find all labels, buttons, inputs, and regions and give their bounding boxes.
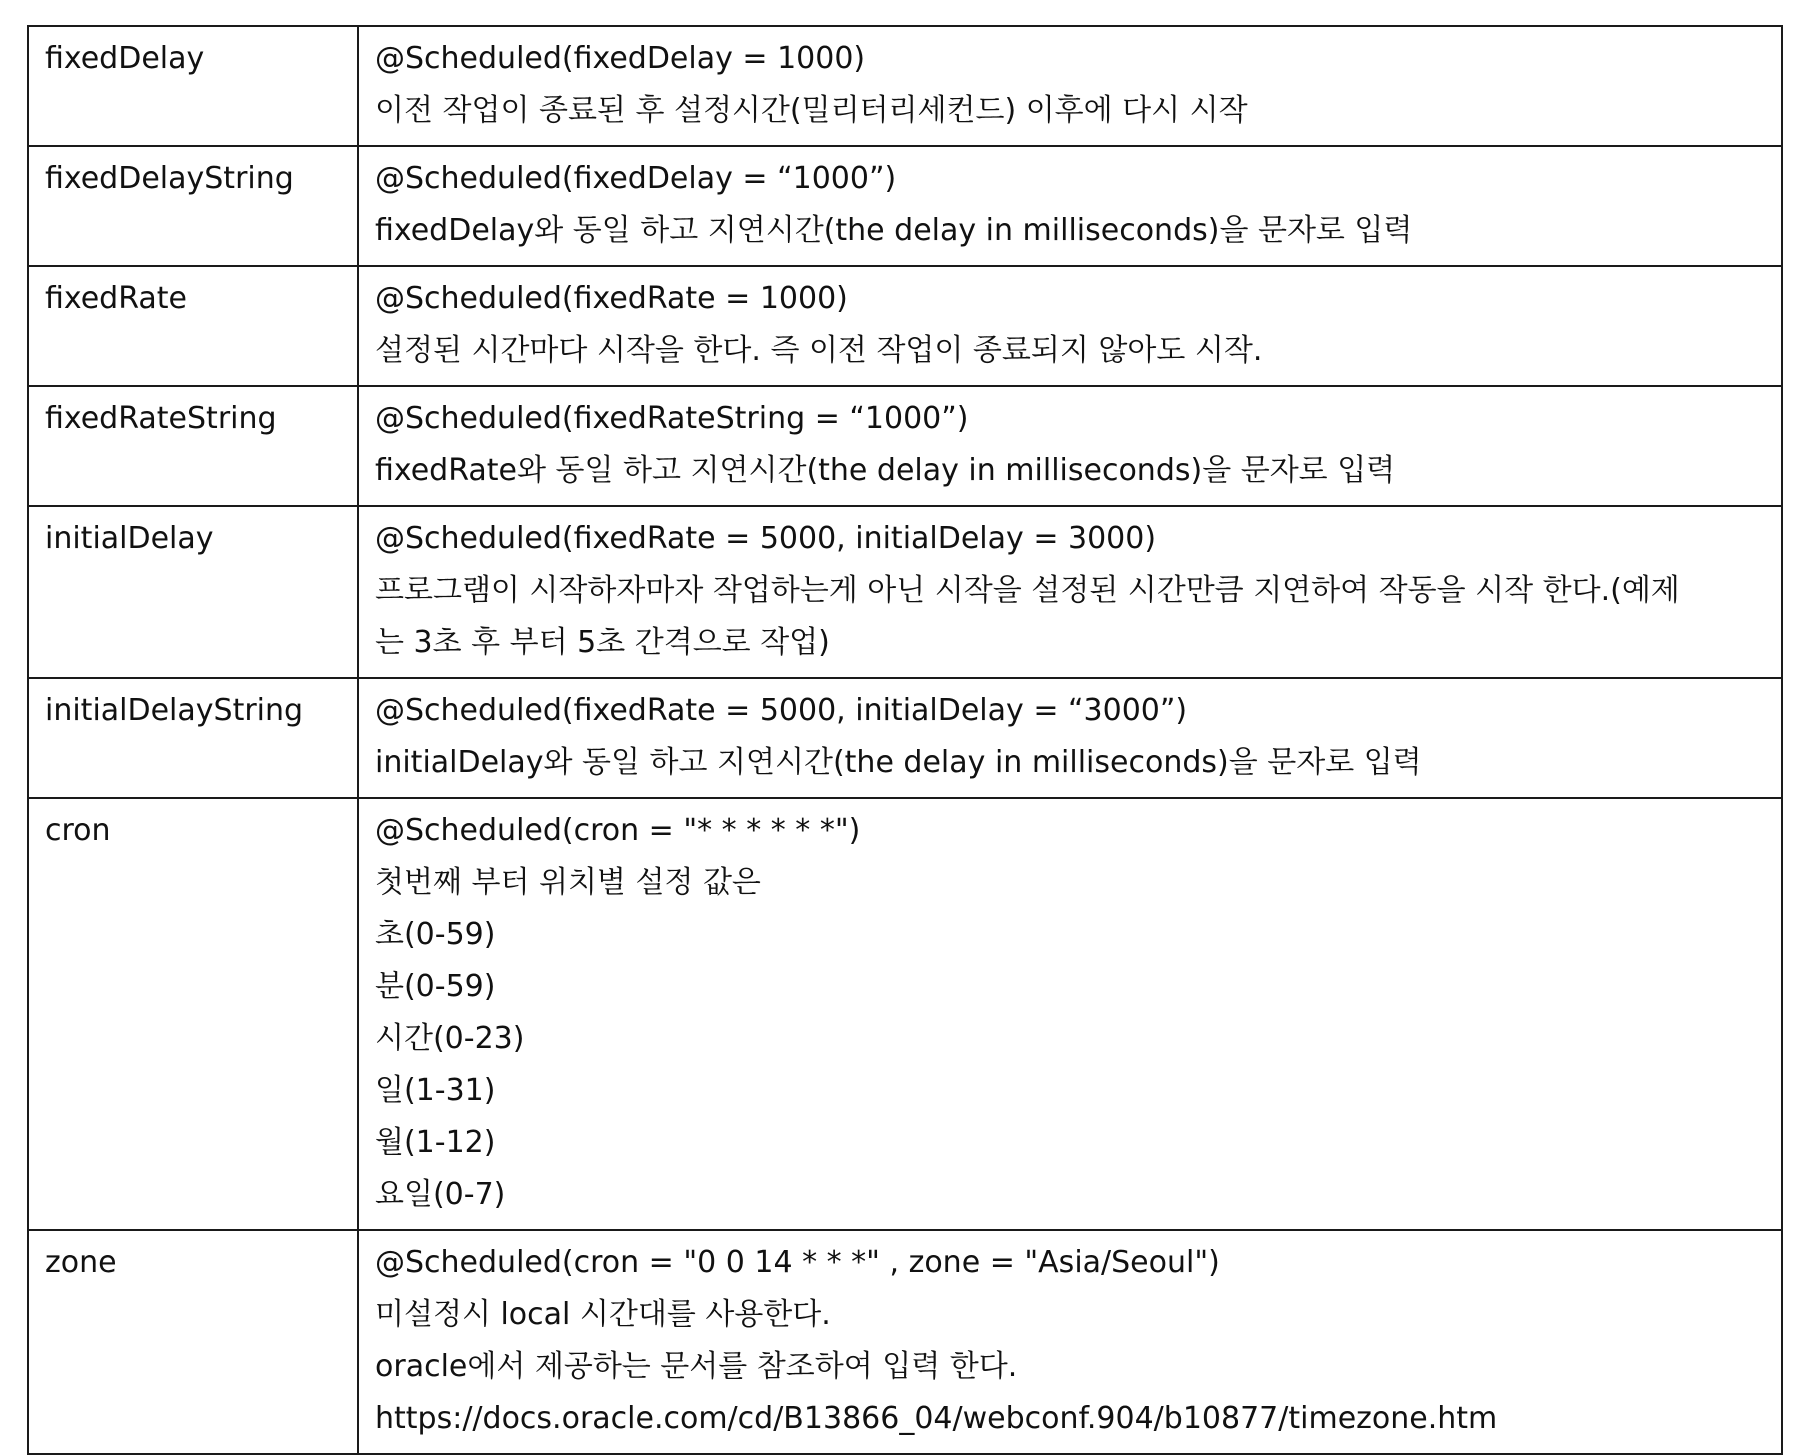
description-line: oracle에서 제공하는 문서를 참조하여 입력 한다. bbox=[375, 1349, 1018, 1384]
table-row bbox=[28, 506, 1782, 678]
table-row bbox=[28, 26, 1782, 146]
table-body bbox=[28, 26, 1782, 1454]
code-example: @Scheduled(cron = "0 0 14 * * *" , zone = "Asia/Seoul") bbox=[375, 1245, 1220, 1280]
attribute-name: cron bbox=[28, 798, 358, 1230]
attribute-description bbox=[358, 266, 1782, 386]
table-row bbox=[28, 1230, 1782, 1454]
attribute-name: fixedDelayString bbox=[28, 146, 358, 266]
attribute-name: zone bbox=[28, 1230, 358, 1454]
table-row bbox=[28, 798, 1782, 1230]
cron-field-day: 일(1-31) bbox=[375, 1073, 496, 1108]
description-line: 미설정시 local 시간대를 사용한다. bbox=[375, 1297, 831, 1332]
attribute-description bbox=[358, 798, 1782, 1230]
table-row bbox=[28, 678, 1782, 798]
attribute-description bbox=[358, 1230, 1782, 1454]
attribute-name: fixedRateString bbox=[28, 386, 358, 506]
attribute-description bbox=[358, 26, 1782, 146]
cron-field-month: 월(1-12) bbox=[375, 1125, 496, 1160]
description-line: fixedRate와 동일 하고 지연시간(the delay in milliseconds)을 문자로 입력 bbox=[375, 453, 1396, 488]
table-row bbox=[28, 146, 1782, 266]
code-example: @Scheduled(fixedRate = 1000) bbox=[375, 281, 848, 316]
attribute-name: fixedRate bbox=[28, 266, 358, 386]
attribute-name: initialDelayString bbox=[28, 678, 358, 798]
attribute-description bbox=[358, 146, 1782, 266]
code-example: @Scheduled(fixedDelay = “1000”) bbox=[375, 161, 897, 196]
table-row bbox=[28, 266, 1782, 386]
description-line: initialDelay와 동일 하고 지연시간(the delay in milliseconds)을 문자로 입력 bbox=[375, 745, 1422, 780]
description-line: 프로그램이 시작하자마자 작업하는게 아닌 시작을 설정된 시간만큼 지연하여 작동을 시작 한다.(예제 bbox=[375, 573, 1680, 608]
scheduled-attributes-table bbox=[27, 25, 1783, 1455]
cron-field-weekday: 요일(0-7) bbox=[375, 1177, 506, 1212]
cron-field-minutes: 분(0-59) bbox=[375, 969, 496, 1004]
description-line: 설정된 시간마다 시작을 한다. 즉 이전 작업이 종료되지 않아도 시작. bbox=[375, 333, 1263, 368]
cron-field-hours: 시간(0-23) bbox=[375, 1021, 525, 1056]
timezone-reference-url: https://docs.oracle.com/cd/B13866_04/webconf.904/b10877/timezone.htm bbox=[375, 1401, 1498, 1436]
code-example: @Scheduled(fixedRateString = “1000”) bbox=[375, 401, 969, 436]
cron-field-seconds: 초(0-59) bbox=[375, 917, 496, 952]
description-line: 이전 작업이 종료된 후 설정시간(밀리터리세컨드) 이후에 다시 시작 bbox=[375, 93, 1248, 128]
code-example: @Scheduled(fixedRate = 5000, initialDelay = 3000) bbox=[375, 521, 1157, 556]
attribute-description bbox=[358, 386, 1782, 506]
code-example: @Scheduled(cron = "* * * * * *") bbox=[375, 813, 861, 848]
description-line: 는 3초 후 부터 5초 간격으로 작업) bbox=[375, 625, 830, 660]
attribute-name: fixedDelay bbox=[28, 26, 358, 146]
attribute-description bbox=[358, 506, 1782, 678]
code-example: @Scheduled(fixedDelay = 1000) bbox=[375, 41, 866, 76]
description-line: 첫번째 부터 위치별 설정 값은 bbox=[375, 865, 761, 900]
code-example: @Scheduled(fixedRate = 5000, initialDelay = “3000”) bbox=[375, 693, 1188, 728]
attribute-description bbox=[358, 678, 1782, 798]
attribute-name: initialDelay bbox=[28, 506, 358, 678]
description-line: fixedDelay와 동일 하고 지연시간(the delay in milliseconds)을 문자로 입력 bbox=[375, 213, 1413, 248]
table-row bbox=[28, 386, 1782, 506]
